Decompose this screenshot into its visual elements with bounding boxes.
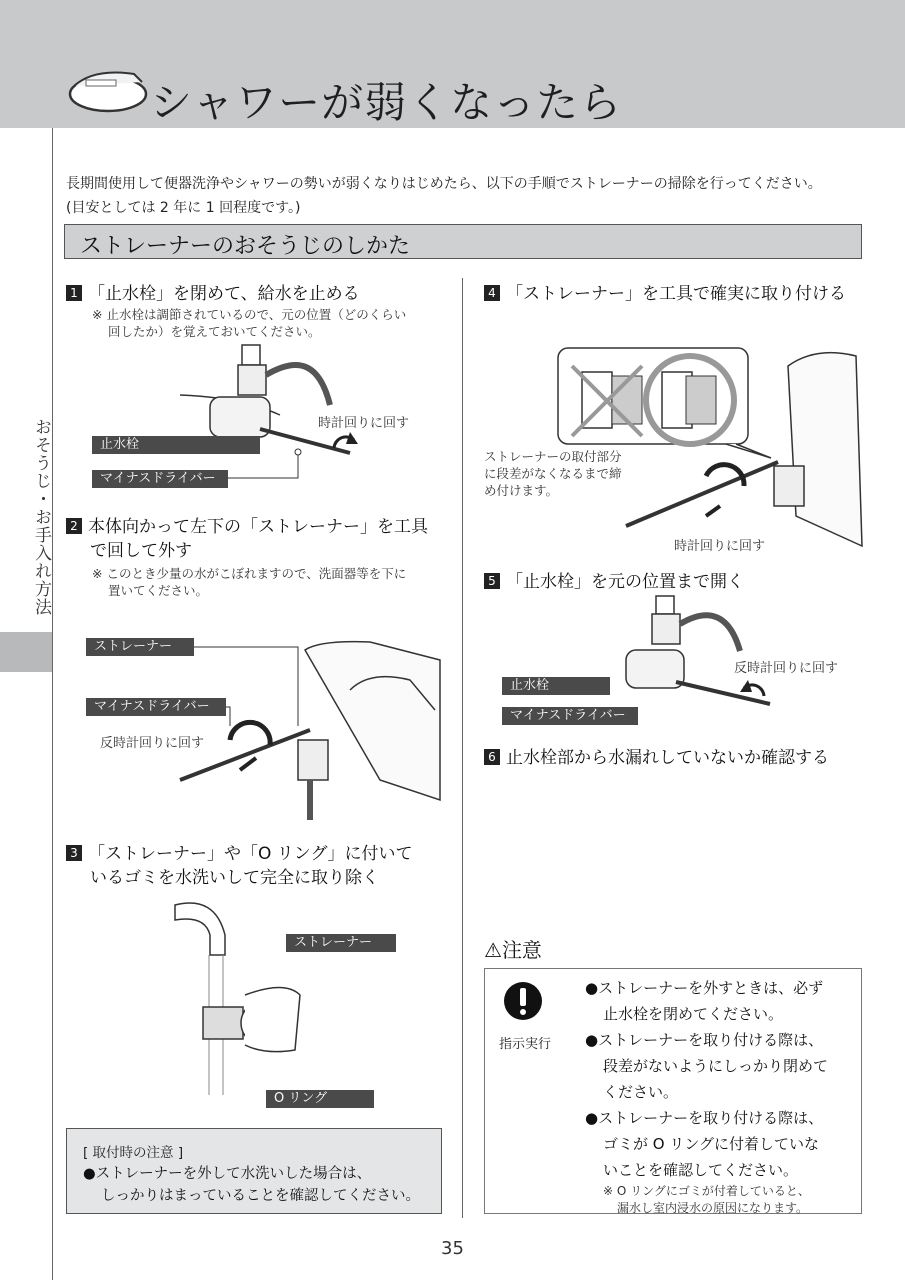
side-tab (0, 632, 52, 672)
intro-line-1: 長期間使用して便器洗浄やシャワーの勢いが弱くなりはじめたら、以下の手順でストレーナーの掃除を行ってください。 (66, 176, 822, 192)
step-1-direction: 時計回りに回す (318, 416, 410, 431)
label-valve-5: 止水栓 (502, 677, 610, 695)
step-1-number: 1 (66, 285, 82, 301)
section-title: ストレーナーのおそうじのしかた (80, 234, 411, 259)
label-driver-2: マイナスドライバー (86, 698, 226, 716)
label-driver-5: マイナスドライバー (502, 707, 638, 725)
install-note-box (66, 1128, 442, 1214)
step-6-number: 6 (484, 749, 500, 765)
step-5-title: 5 「止水栓」を元の位置まで開く (484, 570, 744, 594)
washing-illustration (175, 895, 305, 1105)
caution-list: ●ストレーナーを外すときは、必ず 止水栓を閉めてください。 ●ストレーナーを取り付ける際は、 段差がないようにしっかり閉めて ください。 ●ストレーナーを取り付ける際は、 ゴミが O リングに付着していな いことを確認してください。 ※ O リングにゴミが付着していると、 漏水し室内浸水の原因になります。 (585, 979, 829, 1215)
caution-icon-label: 指示実行 (499, 1037, 552, 1052)
intro-text (66, 172, 866, 220)
side-divider (52, 128, 53, 1280)
install-note-text: ●ストレーナーを外して水洗いした場合は、 しっかりはまっていることを確認してください。 (83, 1166, 420, 1204)
step-3-number: 3 (66, 845, 82, 861)
step-3-title: 3 「ストレーナー」や「O リング」に付いて いるゴミを水洗いして完全に取り除く (66, 842, 412, 890)
clockwise-arrow-icon (330, 428, 360, 452)
page-title: シャワーが弱くなったら (150, 78, 623, 127)
install-note-heading: [ 取付時の注意 ] (83, 1145, 184, 1161)
label-strainer-3: ストレーナー (286, 934, 396, 952)
label-oring-3: O リング (266, 1090, 374, 1108)
caution-box (484, 968, 862, 1214)
label-valve-1: 止水栓 (92, 436, 260, 454)
step-1-title: 1 「止水栓」を閉めて、給水を止める (66, 282, 360, 306)
step-2-number: 2 (66, 518, 82, 534)
leader-lines-1 (228, 448, 308, 488)
step-5-number: 5 (484, 573, 500, 589)
intro-line-2: (目安としては 2 年に 1 回程度です。) (66, 200, 301, 216)
step-2-direction: 反時計回りに回す (100, 736, 205, 751)
step-6-title: 6 止水栓部から水漏れしていないか確認する (484, 746, 829, 770)
step-2-note: ※ このとき少量の水がこぼれますので、洗面器等を下に 置いてください。 (92, 566, 407, 598)
caution-heading: ⚠注意 (484, 938, 542, 962)
step-5-direction: 反時計回りに回す (734, 661, 839, 676)
warning-triangle-icon: ⚠ (484, 938, 502, 962)
counterclockwise-arrow-icon (738, 676, 768, 700)
toilet-seat-icon (64, 64, 154, 114)
label-strainer-2: ストレーナー (86, 638, 194, 656)
label-driver-1: マイナスドライバー (92, 470, 228, 488)
strainer-install-illustration (556, 346, 864, 546)
step-4-direction: 時計回りに回す (674, 539, 766, 554)
leader-lines-2 (194, 646, 304, 736)
step-4-note: ストレーナーの取付部分 に段差がなくなるまで締 め付けます。 (484, 449, 622, 498)
step-1-note: ※ 止水栓は調節されているので、元の位置（どのくらい 回したか）を覚えておいてください。 (92, 307, 407, 339)
side-label: おそうじ・お手入れ方法 (31, 418, 51, 616)
step-2-title: 2 本体向かって左下の「ストレーナー」を工具 で回して外す (66, 515, 428, 563)
column-divider (462, 278, 463, 1218)
step-4-number: 4 (484, 285, 500, 301)
step-4-title: 4 「ストレーナー」を工具で確実に取り付ける (484, 282, 846, 306)
mandatory-action-icon (503, 981, 543, 1035)
page-number: 35 (441, 1238, 464, 1259)
